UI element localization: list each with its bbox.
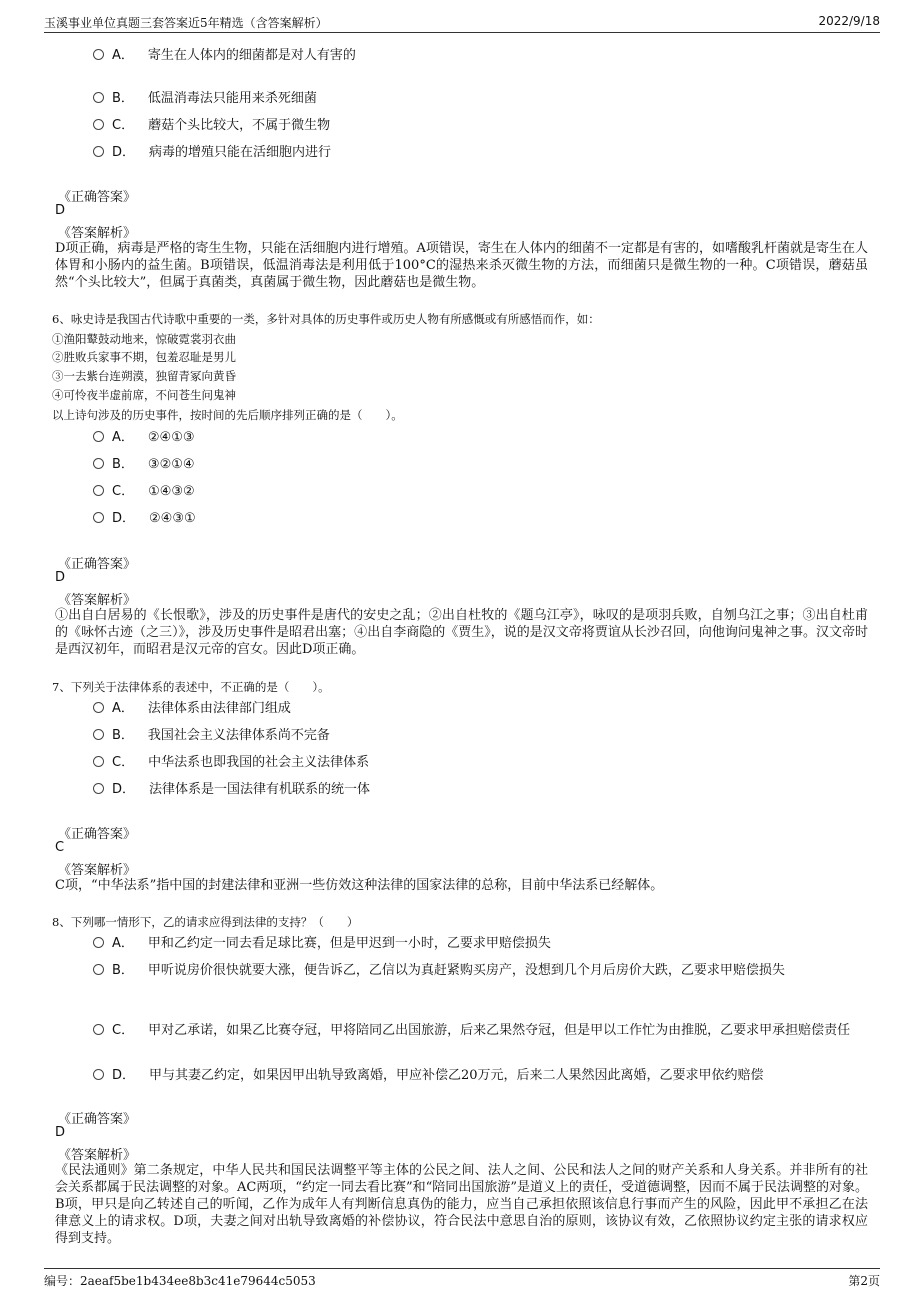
radio-icon[interactable] <box>93 485 104 496</box>
q6-option-b[interactable]: B． ③②①④ <box>93 454 870 476</box>
q8-option-c[interactable]: C． 甲对乙承诺，如果乙比赛夺冠，甲将陪同乙出国旅游，后来乙果然夺冠，但是甲以工作忙为由推脱，乙要求甲承担赔偿责任 <box>93 1020 870 1042</box>
q5-analysis-label: 《答案解析》 <box>58 226 137 241</box>
q5-analysis: D项正确，病毒是严格的寄生生物，只能在活细胞内进行增殖。A项错误，寄生在人体内的细菌不一定都是有害的，如嗜酸乳杆菌就是寄生在人体胃和小肠内的益生菌。B项错误，低温消毒法是利用低于100°C的湿热来杀灭微生物的方法，而细菌只是微生物的一种。C项错误，蘑菇虽然“个头比较大”，但属于真菌类，真菌属于微生物，因此蘑菇也是微生物。 <box>55 241 868 290</box>
q6-poem-3: ③一去紫台连朔漠，独留青冢向黄昏 <box>52 369 236 383</box>
q5-option-c[interactable]: C． 蘑菇个头比较大，不属于微生物 <box>93 115 870 137</box>
q6-poem-1: ①渔阳鼙鼓动地来，惊破霓裳羽衣曲 <box>52 332 236 346</box>
radio-icon[interactable] <box>93 49 104 60</box>
radio-icon[interactable] <box>93 458 104 469</box>
page-number: 第2页 <box>848 1274 880 1288</box>
q5-answer: D <box>55 203 66 218</box>
q8-analysis-label: 《答案解析》 <box>58 1148 137 1163</box>
radio-icon[interactable] <box>93 119 104 130</box>
q8-answer: D <box>55 1125 66 1140</box>
document-title: 玉溪事业单位真题三套答案近5年精选（含答案解析） <box>44 16 328 30</box>
radio-icon[interactable] <box>93 512 104 523</box>
q6-question: 6、咏史诗是我国古代诗歌中重要的一类，多针对具体的历史事件或历史人物有所感慨或有所感悟而作，如： <box>52 312 600 326</box>
q5-option-d[interactable]: D． 病毒的增殖只能在活细胞内进行 <box>93 142 870 164</box>
radio-icon[interactable] <box>93 146 104 157</box>
q6-prompt: 以上诗句涉及的历史事件，按时间的先后顺序排列正确的是（ ）。 <box>52 408 403 422</box>
radio-icon[interactable] <box>93 92 104 103</box>
q8-analysis: 《民法通则》第二条规定，中华人民共和国民法调整平等主体的公民之间、法人之间、公民和法人之间的财产关系和人身关系。并非所有的社会关系都属于民法调整的对象。AC两项，“约定一同去看比赛”和“陪同出国旅游”是道义上的责任，受道德调整，因而不属于民法调整的对象。B项，甲只是向乙转述自己的听闻，乙作为成年人有判断信息真伪的能力，应当自己承担依照该信息行事而产生的风险，因此甲不承担乙在法律意义上的请求权。D项，夫妻之间对出轨导致离婚的补偿协议，符合民法中意思自治的原则，该协议有效，乙依照协议约定主张的请求权应得到支持。 <box>55 1163 868 1246</box>
page-footer <box>44 1268 880 1289</box>
radio-icon[interactable] <box>93 702 104 713</box>
q5-option-b[interactable]: B． 低温消毒法只能用来杀死细菌 <box>93 88 870 110</box>
q7-option-d[interactable]: D． 法律体系是一国法律有机联系的统一体 <box>93 779 870 801</box>
page-header <box>44 12 880 33</box>
q6-analysis: ①出自白居易的《长恨歌》，涉及的历史事件是唐代的安史之乱；②出自杜牧的《题乌江亭》，咏叹的是项羽兵败，自刎乌江之事；③出自杜甫的《咏怀古迹（之三）》，涉及历史事件是昭君出塞；④出自李商隐的《贾生》，说的是汉文帝将贾谊从长沙召回，向他询问鬼神之事。汉文帝时是西汉初年，而昭君是汉元帝的宫女。因此D项正确。 <box>55 608 868 657</box>
q6-poem-4: ④可怜夜半虚前席，不问苍生问鬼神 <box>52 388 236 402</box>
radio-icon[interactable] <box>93 1024 104 1035</box>
radio-icon[interactable] <box>93 783 104 794</box>
q7-answer-label: 《正确答案》 <box>58 827 137 842</box>
q7-option-b[interactable]: B． 我国社会主义法律体系尚不完备 <box>93 725 870 747</box>
radio-icon[interactable] <box>93 431 104 442</box>
q6-answer-label: 《正确答案》 <box>58 557 137 572</box>
radio-icon[interactable] <box>93 964 104 975</box>
q6-option-d[interactable]: D． ②④③① <box>93 508 870 530</box>
q7-question: 7、下列关于法律体系的表述中，不正确的是（ ）。 <box>52 680 330 694</box>
q7-option-c[interactable]: C． 中华法系也即我国的社会主义法律体系 <box>93 752 870 774</box>
q7-answer: C <box>55 840 65 855</box>
q7-option-a[interactable]: A． 法律体系由法律部门组成 <box>93 698 870 720</box>
q5-answer-label: 《正确答案》 <box>58 190 137 205</box>
radio-icon[interactable] <box>93 756 104 767</box>
q6-option-a[interactable]: A． ②④①③ <box>93 427 870 449</box>
radio-icon[interactable] <box>93 1069 104 1080</box>
document-date: 2022/9/18 <box>818 14 880 28</box>
q6-poem-2: ②胜败兵家事不期，包羞忍耻是男儿 <box>52 350 236 364</box>
q6-option-c[interactable]: C． ①④③② <box>93 481 870 503</box>
q5-option-a[interactable]: A． 寄生在人体内的细菌都是对人有害的 <box>93 45 870 67</box>
q8-option-b[interactable]: B． 甲听说房价很快就要大涨，便告诉乙，乙信以为真赶紧购买房产，没想到几个月后房价大跌，乙要求甲赔偿损失 <box>93 960 870 982</box>
q8-answer-label: 《正确答案》 <box>58 1112 137 1127</box>
q7-analysis-label: 《答案解析》 <box>58 863 137 878</box>
radio-icon[interactable] <box>93 937 104 948</box>
q6-analysis-label: 《答案解析》 <box>58 593 137 608</box>
q8-question: 8、下列哪一情形下，乙的请求应得到法律的支持？（ ） <box>52 915 359 929</box>
document-code: 编号：2aeaf5be1b434ee8b3c41e79644c5053 <box>44 1274 316 1288</box>
q8-option-d[interactable]: D． 甲与其妻乙约定，如果因甲出轨导致离婚，甲应补偿乙20万元，后来二人果然因此离婚，乙要求甲依约赔偿 <box>93 1065 870 1087</box>
q6-answer: D <box>55 570 66 585</box>
q8-option-a[interactable]: A． 甲和乙约定一同去看足球比赛，但是甲迟到一小时，乙要求甲赔偿损失 <box>93 933 870 955</box>
radio-icon[interactable] <box>93 729 104 740</box>
q7-analysis: C项，“中华法系”指中国的封建法律和亚洲一些仿效这种法律的国家法律的总称，目前中华法系已经解体。 <box>55 878 664 893</box>
